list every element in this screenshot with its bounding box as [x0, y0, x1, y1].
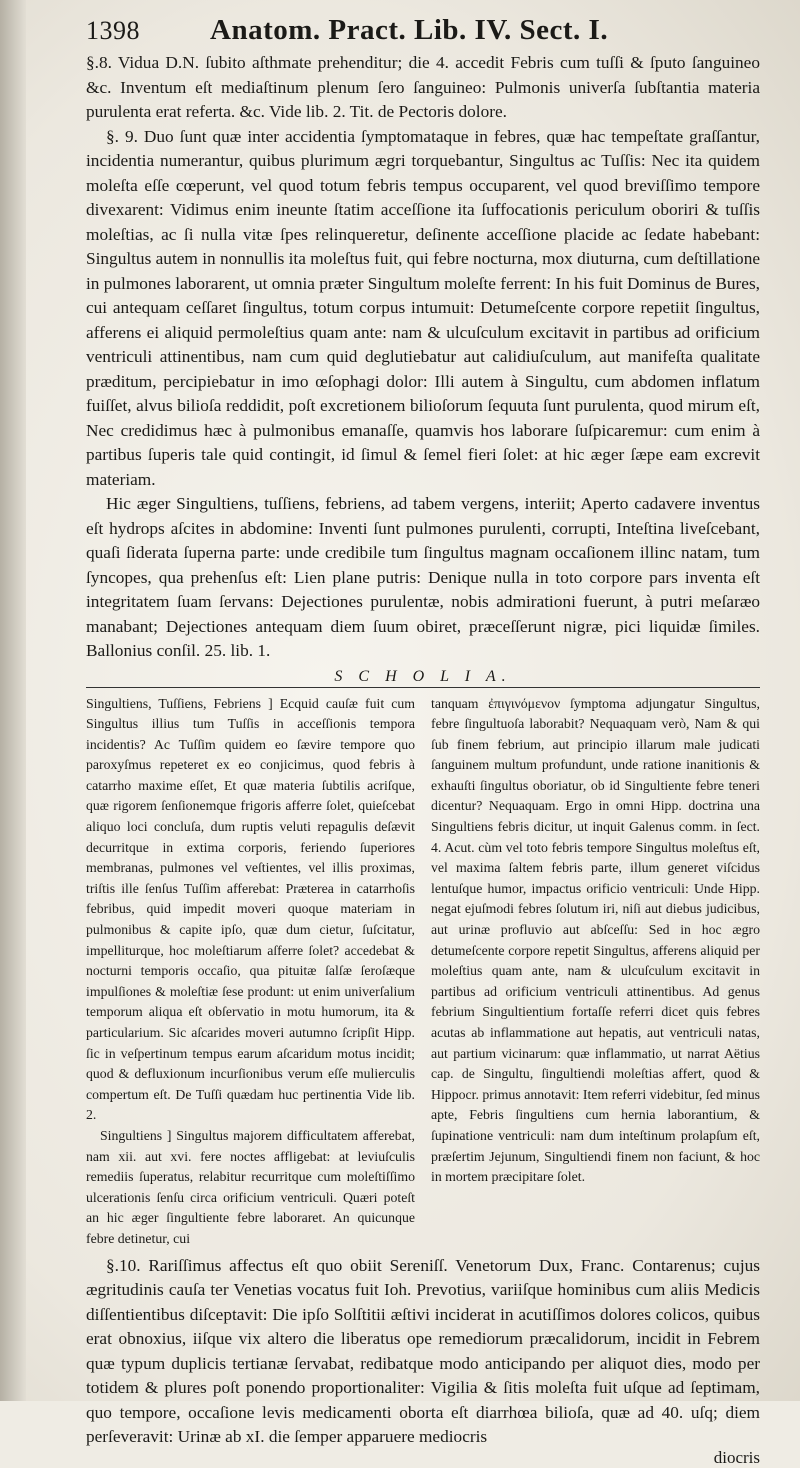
scholia-right-column	[431, 694, 760, 1250]
page-number: 1398	[86, 16, 140, 45]
paragraph-autopsy: Hic æger Singultiens, tuſſiens, febriens, ad tabem vergens, interiit; Aperto cadavere inventus eſt hydrops aſcites in abdomine: Inventi ſunt pulmones purulenti, corrupti, Inteſtina liveſcebant, quaſi ſiderata ſuperna parte: unde credibile tum ſingultus magnam occaſionem illinc natam, tum ſyncopes, qua prehenſus eſt: Lien plane putris: Denique nulla in toto corpore pars inventa eſt integritatem ſuam ſervans: Dejectiones purulentæ, nobis admirationi fuerunt, à putri meſaræo manabant; Dejectiones antequam diem ſuum obiret, præceſſerunt nigræ, pici liquidæ ſimiles. Ballonius conſil. 25. lib. 1.	[86, 494, 760, 660]
running-header	[86, 14, 760, 47]
scholia-columns	[86, 694, 760, 1250]
scholia-note-2: Singultiens ] Singultus majorem difficultatem afferebat, nam xii. aut xvi. fere noctes affligebat: at leviuſculis remediis ſuperatus, relabitur recurritque cum moleſtiſſimo ulcerationis ſenſu circa orificium ventriculi. Quæri poteſt an hic æger ſingultiente febre laboraret. An quicunque febre detinetur, cui	[86, 1127, 415, 1246]
scholia-left-column	[86, 694, 415, 1250]
main-text	[86, 51, 760, 664]
catchword: diocris	[713, 1447, 760, 1467]
paragraph-section-8: §.8. Vidua D.N. ſubito aſthmate prehenditur; die 4. accedit Febris cum tuſſi & ſputo ſanguineo &c. Inventum eſt mediaſtinum plenum ſero ſanguineo: Pulmonis univerſa ſubſtantia materia purulenta erat referta. &c. Vide lib. 2. Tit. de Pectoris dolore.	[86, 53, 760, 121]
paragraph-section-10	[86, 1254, 760, 1450]
scholia-note-continued: tanquam ἐπιγινόμενον ſymptoma adjungatur Singultus, febre ſingultuoſa laborabit? Nequaquam verò, Nam & qui ſub finem febrium, aut principio illarum male judicati ſanguinem multum profundunt, unde ratione inanitionis & exhauſti ſingultus oboriatur, ob id Singultiente febre teneri dicentur? Nequaquam. Ergo in omni Hipp. doctrina una Singultiens febris dicitur, ut inquit Galenus comm. in ſect. 4. Acut. cùm vel toto febris tempore Singultus moleſtus eſt, vel maxima ſaltem febris parte, illum generet viſcidus lentuſque humor, impactus orificio ventriculi: Unde Hipp. negat ejuſmodi febres ſolutum iri, niſi aut diebus judicibus, aut urinæ profluvio aut abſceſſu: Sed in hoc ægro detumeſcente corpore repetit Singultus, afferens aliquid per moleſtius quam ante, nam & ulcuſculum excitavit in partibus ad orificium ventriculi attinentibus. Ad genus febrium Singultientium fortaſſe referri dicet quis febres acutas ab inflammatione aut hepatis, aut ventriculi natas, aut partium vicinarum: quæ inflammatio, ut narrat Aëtius cap. de Singultu, ſingultiendi moleſtias affert, quod & Hippocr. primus annotavit: Item referri videbitur, ſed minus apte, Febris ſingultiens cum hernia laborantium, & ſupinatione ventriculi: nam dum inteſtinum prolapſum eſt, præſertim Jejunum, Singultiendi finem non faciunt, & hoc in mortem præcipitare ſolet.	[431, 695, 760, 1185]
scholia-note-1: Singultiens, Tuſſiens, Febriens ] Ecquid cauſæ fuit cum Singultus illius tum Tuſſis in acceſſionis tempora incidentis? Ac Tuſſim quidem eo ſævire tempore quo paroxyſmus repeteret ex eo conjicimus, quod febris à catarrho maxime eſſet, Et quæ materia ſubtilis acriſque, quæ rigorem ſenſionemque frigoris afferre ſolet, quieſcebat aliquo loci concluſa, dum ruptis veluti repagulis deſævit decurritque in extima corporis, feriendo ſuperiores membranas, pulmones vel veſtientes, vel illis proximas, triſtis ille ſenſus Tuſſim afferebat: Præterea in catarrhoſis febribus, quid impedit moveri quoque materiam in pulmonibus & capite ipſo, quæ dum cietur, ſuſcitatur, impelliturque, hoc moleſtiarum aſferre ſolet? accedebat & nocturni temporis occaſio, qua pituitæ ſalſæ ſeroſæque impulſiones & moleſtiæ ſese produnt: ut enim univerſalium temporum aliqua eſt obſervatio in motu humorum, ita & particularium. Sic aſcarides moveri autumno ſcripſit Hipp. ſic in veſpertinum tempus earum aſcaridum motus incidit; quod & defluxionum incurſionibus verum eſſe mulierculis compertum eſt. De Tuſſi quædam huc pertinentia Vide lib. 2.	[86, 695, 415, 1123]
page-gutter	[0, 0, 26, 1401]
scholia-heading: S C H O L I A.	[86, 668, 760, 688]
running-title: Anatom. Pract. Lib. IV. Sect. I.	[210, 14, 609, 46]
paragraph-section-10-text: §.10. Rariſſimus affectus eſt quo obiit Sereniſſ. Venetorum Dux, Franc. Contarenus; cujus ægritudinis cauſa ter Venetias vocatus fuit Ioh. Prevotius, variiſque hominibus cum aliis Medicis diſſentientibus diſceptavit: Die ipſo Solſtitii æſtivi inciderat in acutiſſimos dolores colicos, quibus erat obnoxius, iiſque vix altero die liberatus ope remediorum præcalidorum, incidit in Febrem quæ typum duplicis tertianæ ſervabat, redibatque modo anticipando per aliquot dies, modo per totidem & plures poſt ponendo proportionaliter: Vigilia & ſitis moleſta fuit uſque ad ſeptimam, quo tempore, occaſione levis medicamenti oborta eſt diarrhœa bilioſa, quæ ad 40. uſq; diem perſeveravit: Urinæ ab xI. die ſemper apparuere mediocris	[86, 1255, 760, 1447]
paragraph-section-9: §. 9. Duo ſunt quæ inter accidentia ſymptomataque in febres, quæ hac tempeſtate graſſantur, incidentia numerantur, quibus plurimum ægri torquebantur, Singultus ac Tuſſis: Nec ita quidem moleſta eſſe cœperunt, vel quod totum febris tempus occuparent, vel quod breviſſimo tempore divexarent: Vidimus enim ineunte ſtatim acceſſione ita ſuffocationis periculum oboriri & tuſſis moleſtias, ac ſi nulla vitæ ſpes relinqueretur, deſinente acceſſione placide ac ſedate habebant: Singultus autem in nonnullis ita moleſtus fuit, qui febre nocturna, mox diuturna, cum deſtillatione in pulmones laborarent, ut omnia præter Singultum moleſte ferrent: In his fuit Dominus de Bures, cui antequam ceſſaret ſingultus, totum corpus intumuit: Detumeſcente corpore repetiit ſingultus, afferens ei aliquid permoleſtius quam ante: nam & ulcuſculum excitavit in partibus ad orificium ventriculi attinentibus, nam cum quid deglutiebatur aut calidiuſculum, aut manifeſta qualitate præditum, percipiebatur in imo œſophagi dolor: Illi autem à Singultu, cum abdomen inflatum fuiſſet, alvus bilioſa reddidit, poſt excretionem bilioſorum ſequuta ſunt purulenta, quod mirum eſt, Nec credidimus hæc à pulmonibus emanaſſe, quamvis hos laborare ſuſpicaremur: cum enim à partibus ſuperis tale quid contingit, id ſimul & ſemel fieri ſolet: at hic æger ſæpe eam excrevit materiam.	[86, 126, 760, 489]
